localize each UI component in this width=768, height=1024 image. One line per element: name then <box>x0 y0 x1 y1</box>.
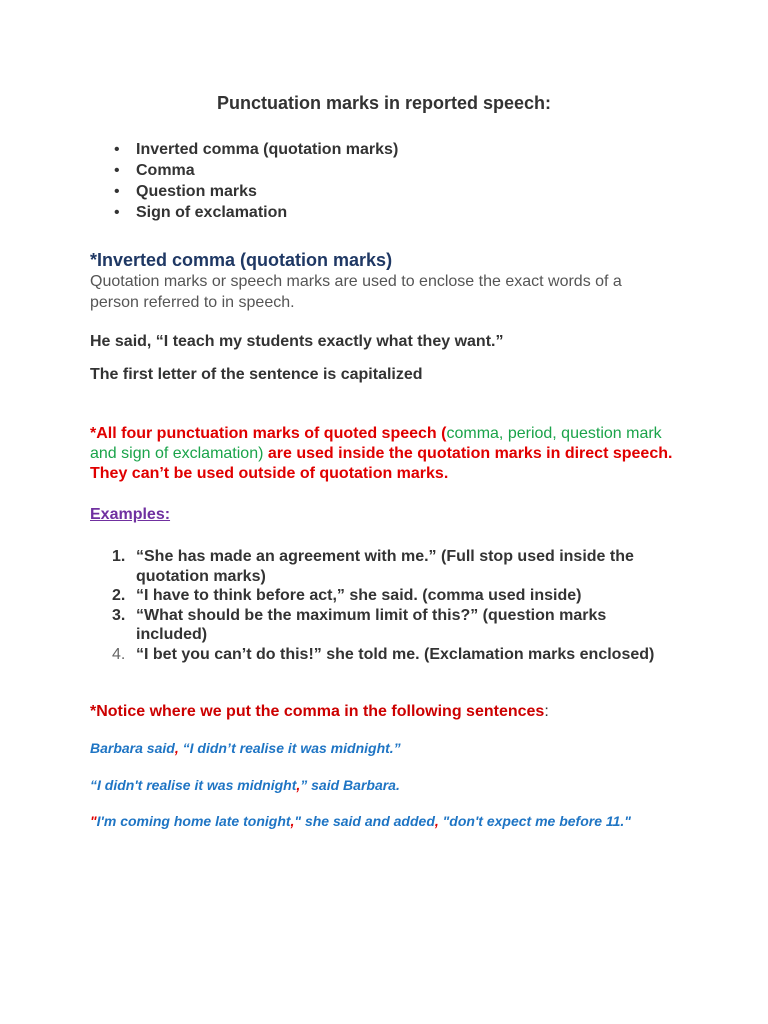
list-item: 1. “She has made an agreement with me.” (Full stop used inside the quotation marks) <box>112 548 634 585</box>
section-heading: *Inverted comma (quotation marks) <box>90 250 393 270</box>
bullet-icon: • <box>114 162 120 179</box>
bullet-icon: • <box>114 204 120 221</box>
punctuation-rule: *All four punctuation marks of quoted speech (comma, period, question mark and sign of exclamation) are used inside the quotation marks in direct speech. They can’t be used outside of quotation marks. <box>90 425 673 482</box>
list-item: • Inverted comma (quotation marks) <box>114 141 399 158</box>
rule-highlight: comma, period, question mark and sign of exclamation) <box>90 425 662 462</box>
examples-list <box>112 547 672 664</box>
bullet-icon: • <box>114 183 120 200</box>
list-item: 3. “What should be the maximum limit of this?” (question marks included) <box>112 606 607 643</box>
example-sentence-1: Barbara said, “I didn’t realise it was midnight.” <box>90 740 401 756</box>
examples-heading: Examples: <box>90 506 171 523</box>
example-sentence: He said, “I teach my students exactly what they want.” <box>90 333 504 350</box>
example-sentence-3: "I'm coming home late tonight," she said and added, "don't expect me before 11." <box>90 813 631 829</box>
page-title: Punctuation marks in reported speech: <box>216 93 552 113</box>
capitalization-note: The first letter of the sentence is capitalized <box>90 366 423 383</box>
list-item: 4. “I bet you can’t do this!” she told me. (Exclamation marks enclosed) <box>112 645 655 663</box>
list-item: 2. “I have to think before act,” she said. (comma used inside) <box>112 587 582 604</box>
bullet-list <box>110 139 398 223</box>
section-paragraph: Quotation marks or speech marks are used to enclose the exact words of a person referred to in speech. <box>90 273 622 311</box>
bullet-icon: • <box>114 141 120 158</box>
example-sentence-2: “I didn't realise it was midnight,” said Barbara. <box>90 777 400 793</box>
notice-heading: *Notice where we put the comma in the following sentences: <box>90 703 549 720</box>
list-item: • Sign of exclamation <box>114 204 288 221</box>
list-item: • Question marks <box>114 183 257 200</box>
list-item: • Comma <box>114 162 195 179</box>
